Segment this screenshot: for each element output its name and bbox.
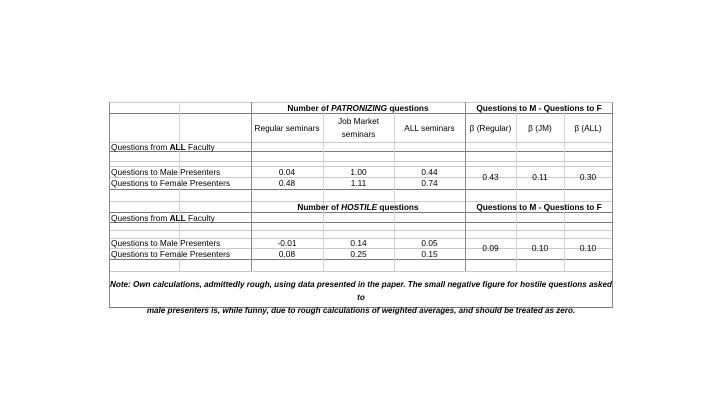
value-cell: 0.14 (350, 238, 367, 248)
grid-line (109, 259, 613, 260)
col-header-jm-line2: seminars (341, 129, 376, 139)
col-header-jm-line1: Job Market (337, 116, 380, 126)
beta-cell: 0.30 (579, 172, 597, 182)
beta-cell: 0.10 (531, 243, 549, 253)
grid-line (109, 102, 110, 307)
section-label: Questions from ALL Faculty (111, 142, 215, 152)
value-cell: 0.04 (278, 167, 296, 177)
value-cell: 1.11 (350, 178, 367, 188)
beta-cell: 0.09 (482, 243, 499, 253)
col-header-beta-all: β (ALL) (574, 123, 602, 133)
diff-header: Questions to M - Questions to F (476, 103, 602, 113)
grid-line (109, 113, 613, 114)
beta-cell: 0.10 (579, 243, 597, 253)
beta-cell: 0.43 (482, 172, 499, 182)
value-cell: 0.05 (421, 238, 438, 248)
row-label: Questions to Male Presenters (111, 167, 221, 177)
grid-line (109, 271, 613, 272)
results-table (109, 102, 613, 315)
section-label: Questions from ALL Faculty (111, 213, 215, 223)
value-cell: 0.25 (350, 249, 367, 259)
value-cell: 0.15 (421, 249, 438, 259)
col-header-all: ALL seminars (404, 123, 455, 133)
row-label: Questions to Male Presenters (111, 238, 221, 248)
hostile-header: Number of HOSTILE questions (297, 202, 419, 212)
row-label: Questions to Female Presenters (111, 178, 230, 188)
note-line-2: male presenters is, while funny, due to rough calculations of weighted averages, and should be treated as zero. (146, 306, 576, 315)
beta-cell: 0.11 (532, 172, 548, 182)
value-cell: -0.01 (277, 238, 297, 248)
col-header-regular: Regular seminars (254, 123, 320, 133)
grid-line (109, 230, 613, 231)
row-label: Questions to Female Presenters (111, 249, 230, 259)
col-header-beta-regular: β (Regular) (469, 123, 512, 133)
grid-line (109, 161, 613, 162)
col-header-beta-jm: β (JM) (528, 123, 552, 133)
value-cell: 0.44 (421, 167, 438, 177)
table-note (109, 278, 613, 317)
note-line-1: Note: Own calculations, admittedly rough, using data presented in the paper. The small negative figure for hostile questions asked to (110, 280, 612, 302)
value-cell: 0.74 (421, 178, 438, 188)
value-cell: 0.48 (278, 178, 296, 188)
value-cell: 1.00 (350, 167, 367, 177)
grid-line (109, 189, 613, 190)
hostile-diff-header: Questions to M - Questions to F (476, 202, 602, 212)
value-cell: 0.08 (278, 249, 296, 259)
patronizing-header: Number of PATRONIZING questions (287, 103, 429, 113)
